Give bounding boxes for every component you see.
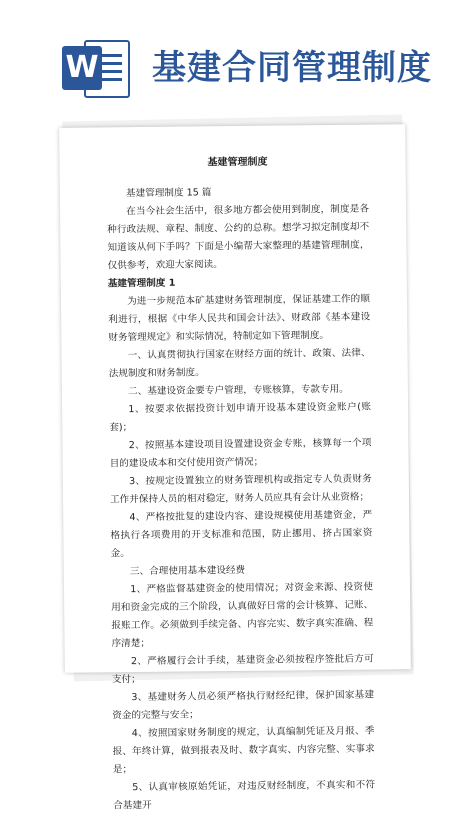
word-icon-badge: W	[62, 46, 102, 90]
paragraph: 一、认真贯彻执行国家在财经方面的统计、政策、法律、法规制度和财务制度。	[108, 347, 371, 380]
paragraph: 1、严格监督基建资金的使用情况；对资金来源、投资使用和资金完成的三个阶段，认真做好日常的会计核算、记账、报账工作。必须做到手续完备、内容完实、数字真实准确、程序清楚；	[111, 581, 374, 650]
document-subtitle: 基建管理制度 15 篇	[125, 187, 212, 200]
banner	[0, 0, 474, 110]
paragraph: 4、严格按批复的建设内容、建设规模使用基建资金，严格执行各项费用的开支标准和范围，防止挪用、挤占国家资金。	[110, 509, 373, 560]
document-page	[59, 124, 411, 812]
paragraph: 3、按规定设置独立的财务管理机构或指定专人负责财务工作并保持人员的相对稳定，财务人员应具有会计从业资格；	[109, 473, 372, 506]
paragraph: 三、合理使用基本建设经费	[129, 564, 246, 578]
paragraph: 1、按要求依据投资计划申请开设基本建设资金账户(账套)；	[109, 401, 372, 434]
paragraph: 4、按照国家财务制度的规定，认真编制凭证及月报、季报、年终计算，做到报表及时、数字真实、内容完整、实事求是；	[112, 725, 375, 776]
paragraph: 3、基建财务人员必须严格执行财经纪律，保护国家基建资金的完整与安全；	[112, 689, 375, 722]
paragraph: 在当今社会生活中，很多地方都会使用到制度，制度是各种行政法规、章程、制度、公约的总称。想学习拟定制度却不知道该从何下手吗？下面是小编帮大家整理的基建管理制度，仅供参考，欢迎大家阅读。	[107, 203, 370, 272]
paragraph: 2、严格履行会计手续，基建资金必须按程序签批后方可支付；	[111, 653, 374, 686]
banner-title: 基建合同管理制度	[152, 48, 432, 88]
paragraph: 2、按照基本建设项目设置建设资金专账，核算每一个项目的建设成本和交付使用资产情况；	[109, 437, 372, 470]
paragraph: 二、基建设资金要专户管理，专账核算，专款专用。	[128, 383, 349, 398]
paragraph: 5、认真审核原始凭证，对违反财经制度，不真实和不符合基建开	[113, 779, 376, 812]
document-content	[106, 155, 375, 816]
word-document-icon	[62, 40, 132, 98]
document-title: 基建管理制度	[207, 156, 268, 169]
section-heading: 基建管理制度 1	[107, 277, 176, 290]
paragraph: 为进一步规范本矿基建财务管理制度，保证基建工作的顺利进行，根据《中华人民共和国会计法》、财政部《基本建设财务管理规定》和实际情况，特制定如下管理制度。	[108, 293, 371, 344]
